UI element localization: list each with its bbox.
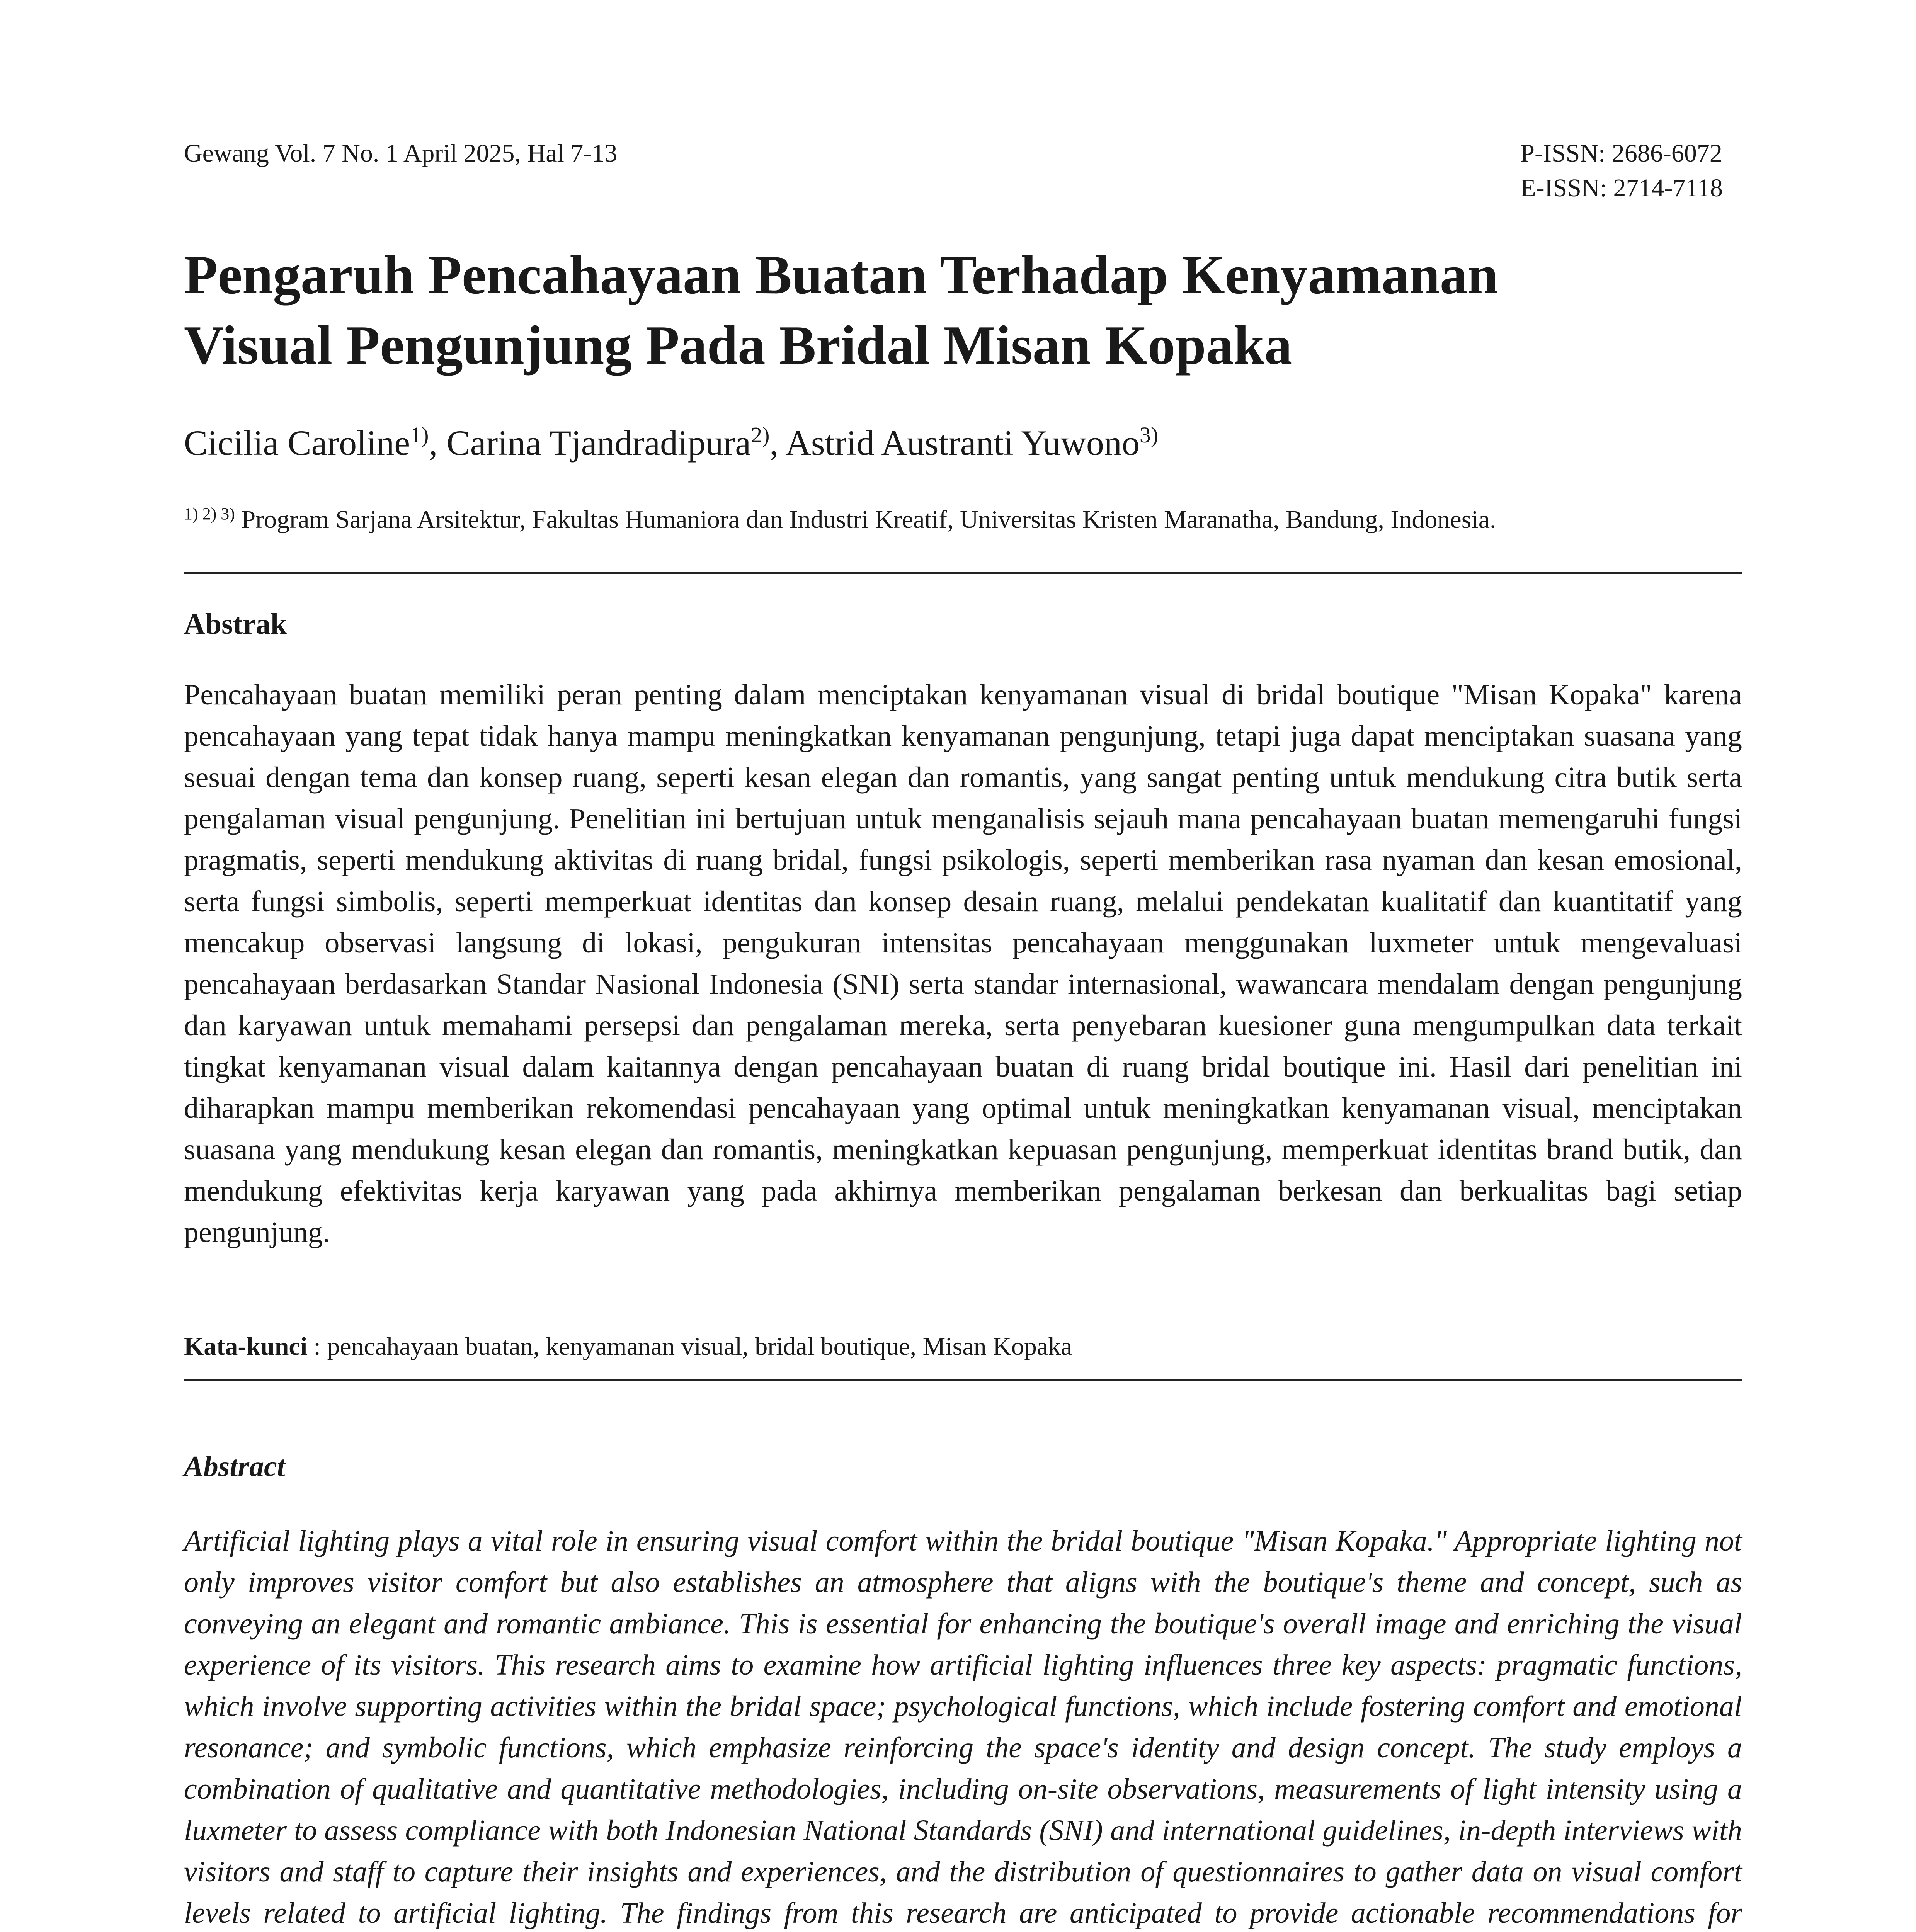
kata-kunci-label: Kata-kunci	[184, 1332, 308, 1361]
paper-title-line-2: Visual Pengunjung Pada Bridal Misan Kopaka	[184, 315, 1292, 376]
paper-title	[184, 240, 1730, 380]
affiliation-text: Program Sarjana Arsitektur, Fakultas Humaniora dan Industri Kreatif, Universitas Kristen Maranatha, Bandung, Indonesia.	[241, 505, 1496, 534]
author-name: Cicilia Caroline	[184, 423, 410, 463]
author-separator: ,	[769, 423, 786, 463]
author-list	[184, 420, 1158, 466]
journal-header: Gewang Vol. 7 No. 1 April 2025, Hal 7-13	[184, 139, 618, 167]
divider	[184, 1379, 1742, 1381]
kata-kunci-text: : pencahayaan buatan, kenyamanan visual, bridal boutique, Misan Kopaka	[307, 1332, 1072, 1361]
abstract-text: Artificial lighting plays a vital role in ensuring visual comfort within the bridal boutique "Misan Kopaka." Appropriate lighting not only improves visitor comfort but also establishes an atmosphere that aligns with the boutique's theme and concept, such as conveying an elegant and romantic ambiance. This is essential for enhancing the boutique's overall image and enriching the visual experience of its visitors. This research aims to examine how artificial lighting influences three key aspects: pragmatic functions, which involve supporting activities within the bridal space; psychological functions, which include fostering comfort and emotional resonance; and symbolic functions, which emphasize reinforcing the space's identity and design concept. The study employs a combination of qualitative and quantitative methodologies, including on-site observations, measurements of light intensity using a luxmeter to assess compliance with both Indonesian National Standards (SNI) and international guidelines, in-depth interviews with visitors and staff to capture their insights and experiences, and the distribution of questionnaires to gather data on visual comfort levels related to artificial lighting. The findings from this research are anticipated to provide actionable recommendations for	[184, 1525, 1742, 1929]
affiliation-marks: 1) 2) 3)	[184, 504, 235, 523]
author-mark: 2)	[751, 422, 770, 447]
kata-kunci	[184, 1329, 1742, 1364]
abstrak-heading: Abstrak	[184, 608, 287, 640]
p-issn: P-ISSN: 2686-6072	[1520, 139, 1722, 167]
issn-block	[1520, 136, 1723, 206]
author-separator: ,	[429, 423, 447, 463]
divider	[184, 572, 1742, 574]
affiliation	[184, 502, 1496, 537]
paper-title-line-1: Pengaruh Pencahayaan Buatan Terhadap Kenyamanan	[184, 244, 1498, 305]
author-name: Carina Tjandradipura	[446, 423, 751, 463]
abstract-heading: Abstract	[184, 1450, 285, 1483]
abstrak-text: Pencahayaan buatan memiliki peran penting dalam menciptakan kenyamanan visual di bridal boutique "Misan Kopaka" karena pencahayaan yang tepat tidak hanya mampu meningkatkan kenyamanan pengunjung, tetapi juga dapat menciptakan suasana yang sesuai dengan tema dan konsep ruang, seperti kesan elegan dan romantis, yang sangat penting untuk mendukung citra butik serta pengalaman visual pengunjung. Penelitian ini bertujuan untuk menganalisis sejauh mana pencahayaan buatan memengaruhi fungsi pragmatis, seperti mendukung aktivitas di ruang bridal, fungsi psikologis, seperti memberikan rasa nyaman dan kesan emosional, serta fungsi simbolis, seperti memperkuat identitas dan konsep desain ruang, melalui pendekatan kualitatif dan kuantitatif yang mencakup observasi langsung di lokasi, pengukuran intensitas pencahayaan menggunakan luxmeter untuk mengevaluasi pencahayaan berdasarkan Standar Nasional Indonesia (SNI) serta standar internasional, wawancara mendalam dengan pengunjung dan karyawan untuk memahami persepsi dan pengalaman mereka, serta penyebaran kuesioner guna mengumpulkan data terkait tingkat kenyamanan visual dalam kaitannya dengan pencahayaan buatan di ruang bridal boutique ini. Hasil dari penelitian ini diharapkan mampu memberikan rekomendasi pencahayaan yang optimal untuk meningkatkan kenyamanan visual, menciptakan suasana yang mendukung kesan elegan dan romantis, meningkatkan kepuasan pengunjung, memperkuat identitas brand butik, dan mendukung efektivitas kerja karyawan yang pada akhirnya memberikan pengalaman berkesan dan berkualitas bagi setiap pengunjung.	[184, 679, 1742, 1248]
author-name: Astrid Austranti Yuwono	[785, 423, 1140, 463]
author-mark: 1)	[410, 422, 429, 447]
author-mark: 3)	[1139, 422, 1159, 447]
e-issn: E-ISSN: 2714-7118	[1520, 174, 1723, 202]
